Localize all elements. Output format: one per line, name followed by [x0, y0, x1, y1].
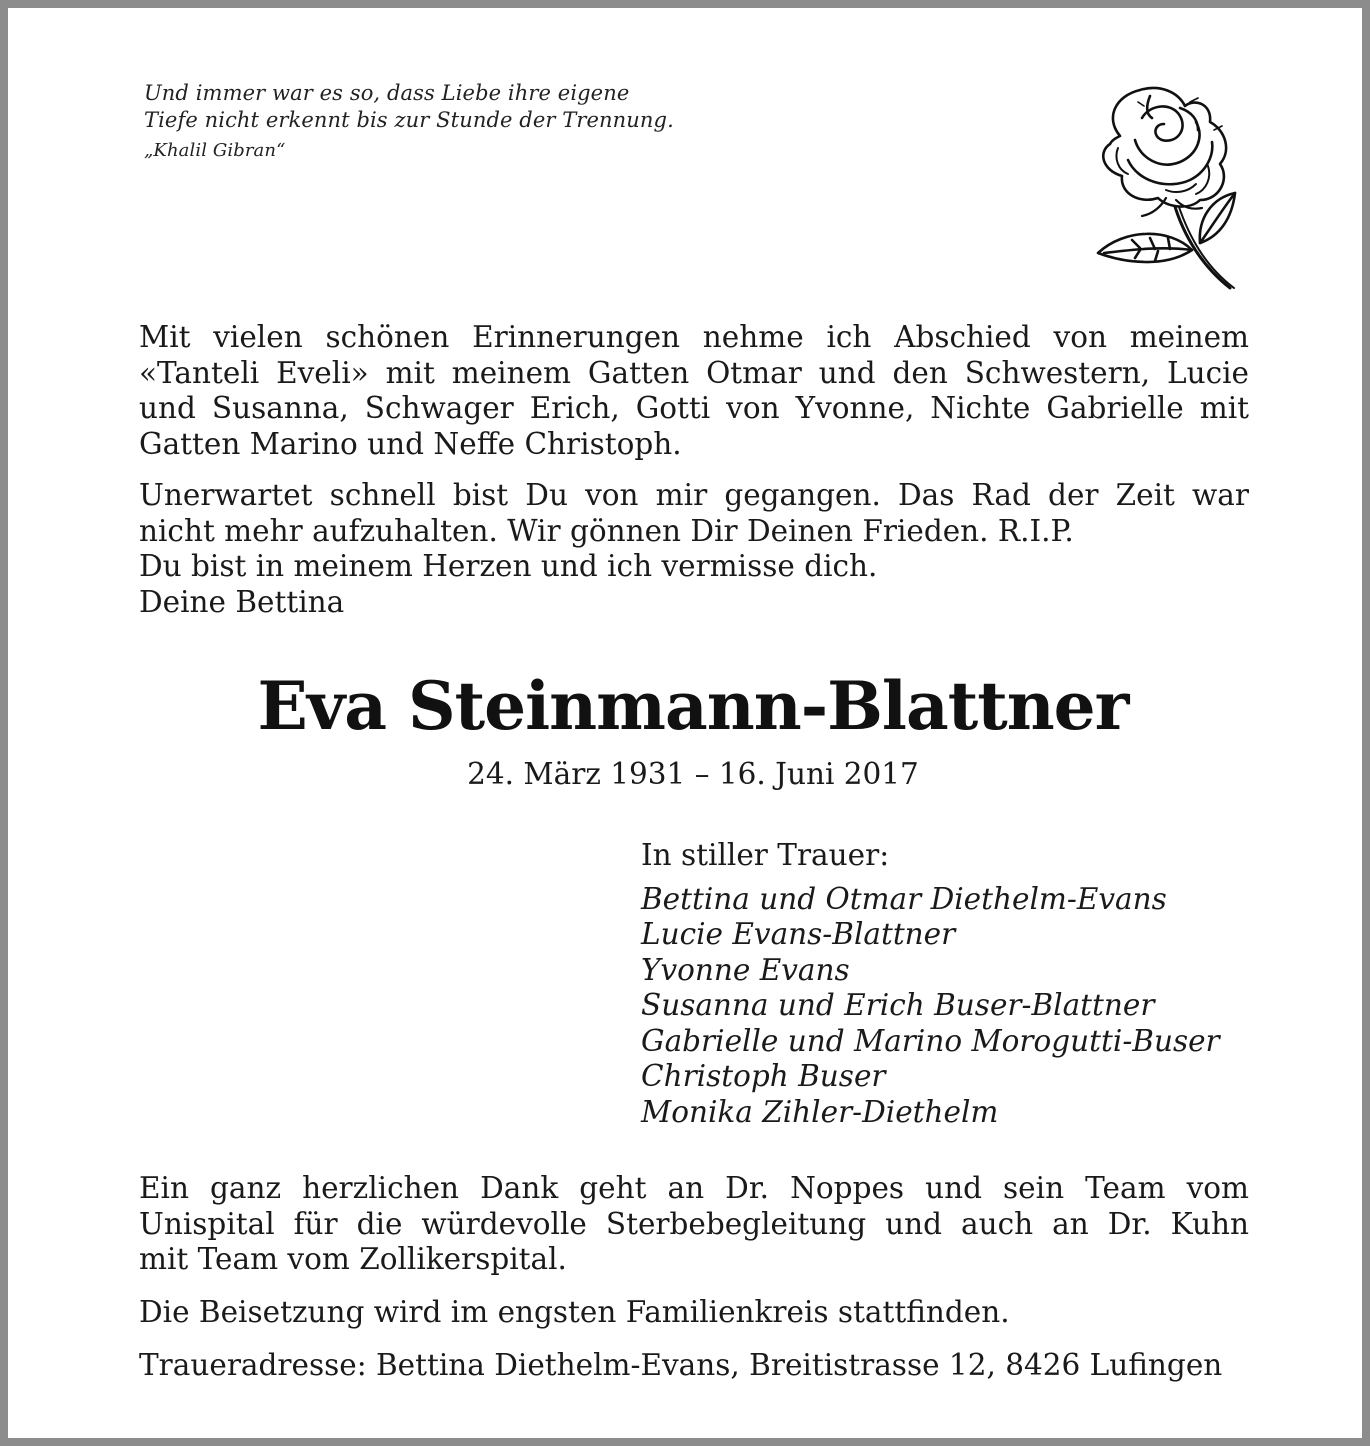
- farewell-paragraph: [139, 320, 1249, 462]
- mourner-name: Bettina und Otmar Diethelm-Evans: [641, 881, 1167, 916]
- text-line: Ein ganz herzlichen Dank geht an Dr. Noppes und sein Team vom: [139, 1171, 1249, 1205]
- signature-line: Deine Bettina: [139, 584, 345, 619]
- text-line: Gatten Marino und Neffe Christoph.: [139, 426, 682, 461]
- mourners-heading: In stiller Trauer:: [641, 838, 890, 872]
- quote-author: „Khalil Gibran“: [144, 140, 286, 161]
- text-line: Unispital für die würdevolle Sterbebegleitung und auch an Dr. Kuhn: [139, 1206, 1249, 1241]
- text-line: mit Team vom Zollikerspital.: [139, 1242, 567, 1276]
- mourning-address: [139, 1348, 1249, 1384]
- text-line: und Susanna, Schwager Erich, Gotti von Yvonne, Nichte Gabrielle mit: [139, 391, 1249, 425]
- life-dates: 24. März 1931 – 16. Juni 2017: [467, 757, 919, 791]
- text-line: «Tanteli Eveli» mit meinem Gatten Otmar und den Schwestern, Lucie: [139, 355, 1249, 390]
- text-line: Du bist in meinem Herzen und ich vermisse dich.: [139, 549, 878, 583]
- text-line: Die Beisetzung wird im engsten Familienkreis stattfinden.: [139, 1295, 1010, 1329]
- mourner-name: Yvonne Evans: [641, 952, 850, 987]
- mourner-name: Monika Zihler-Diethelm: [641, 1094, 999, 1129]
- text-line: Unerwartet schnell bist Du von mir gegangen. Das Rad der Zeit war: [139, 478, 1249, 512]
- text-line: Mit vielen schönen Erinnerungen nehme ich Abschied von meinem: [139, 320, 1249, 354]
- quote-line: Tiefe nicht erkennt bis zur Stunde der Trennung.: [144, 108, 674, 132]
- rose-icon: [1080, 78, 1250, 293]
- epigraph-quote: [144, 80, 674, 168]
- text-line: Traueradresse: Bettina Diethelm-Evans, Breitistrasse 12, 8426 Lufingen: [139, 1348, 1223, 1382]
- farewell-paragraph: [139, 478, 1249, 620]
- quote-line: Und immer war es so, dass Liebe ihre eigene: [144, 81, 630, 105]
- mourner-name: Lucie Evans-Blattner: [641, 917, 956, 951]
- mourner-name: Susanna und Erich Buser-Blattner: [641, 988, 1155, 1022]
- mourner-name: Gabrielle und Marino Morogutti-Buser: [641, 1023, 1220, 1058]
- mourners-list: [641, 838, 1220, 1130]
- burial-notice: [139, 1295, 1249, 1331]
- deceased-name: Eva Steinmann-Blattner: [257, 667, 1129, 745]
- text-line: nicht mehr aufzuhalten. Wir gönnen Dir Deinen Frieden. R.I.P.: [139, 513, 1074, 548]
- thanks-paragraph: [139, 1171, 1249, 1278]
- mourner-name: Christoph Buser: [641, 1059, 886, 1093]
